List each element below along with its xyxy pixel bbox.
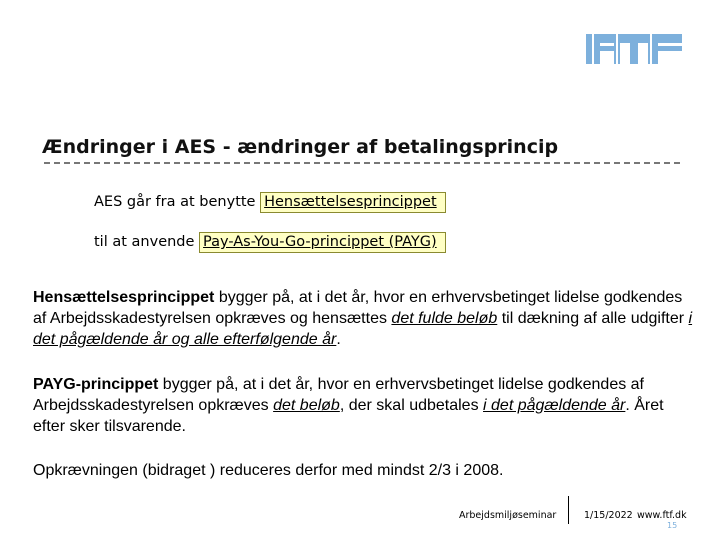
slide-title: Ændringer i AES - ændringer af betalingsprincip — [42, 136, 559, 158]
para2-text3: . Året efter sker tilsvarende. — [33, 397, 664, 435]
para2-text1: bygger på, at i det år, hvor en erhvervsbetinget lidelse godkendes af Arbejdsskadestyrelsen opkræves — [33, 376, 644, 414]
para1-underline-2: i det pågældende år og alle efterfølgende år — [33, 310, 693, 348]
para1-bold: Hensættelsesprincippet — [33, 289, 215, 306]
statement-line-2 — [94, 234, 446, 250]
paragraph-opkraevning: Opkrævningen (bidraget ) reduceres derfor med mindst 2/3 i 2008. — [33, 462, 504, 479]
para2-underline-1: det beløb — [273, 397, 340, 414]
paragraph-hensaettelse — [33, 287, 693, 350]
paragraph-payg — [33, 374, 693, 437]
highlight-payg: Pay-As-You-Go-princippet (PAYG) — [199, 232, 446, 253]
footer-url — [637, 510, 687, 530]
para2-underline-2: i det pågældende år — [483, 397, 626, 414]
line1-prefix: AES går fra at benytte — [94, 194, 261, 210]
para1-text2: til dækning af alle udgifter — [497, 310, 689, 327]
para2-bold: PAYG-princippet — [33, 376, 159, 393]
footer-date: 1/15/2022 — [584, 510, 633, 521]
footer-url-text: www.ftf.dk — [637, 510, 687, 521]
title-divider — [44, 162, 680, 164]
para1-underline-1: det fulde beløb — [391, 310, 498, 327]
line2-prefix: til at anvende — [94, 234, 200, 250]
footer-event: Arbejdsmiljøseminar — [459, 510, 557, 521]
ftf-logo — [586, 34, 682, 64]
statement-line-1 — [94, 194, 446, 210]
highlight-hensaettelse: Hensættelsesprincippet — [260, 192, 446, 213]
para2-text2: , der skal udbetales — [339, 397, 484, 414]
page-number: 15 — [667, 521, 678, 530]
para1-text1: bygger på, at i det år, hvor en erhvervsbetinget lidelse godkendes af Arbejdsskadestyrelsen opkræves og hensættes — [33, 289, 683, 327]
para1-text3: . — [336, 331, 341, 348]
